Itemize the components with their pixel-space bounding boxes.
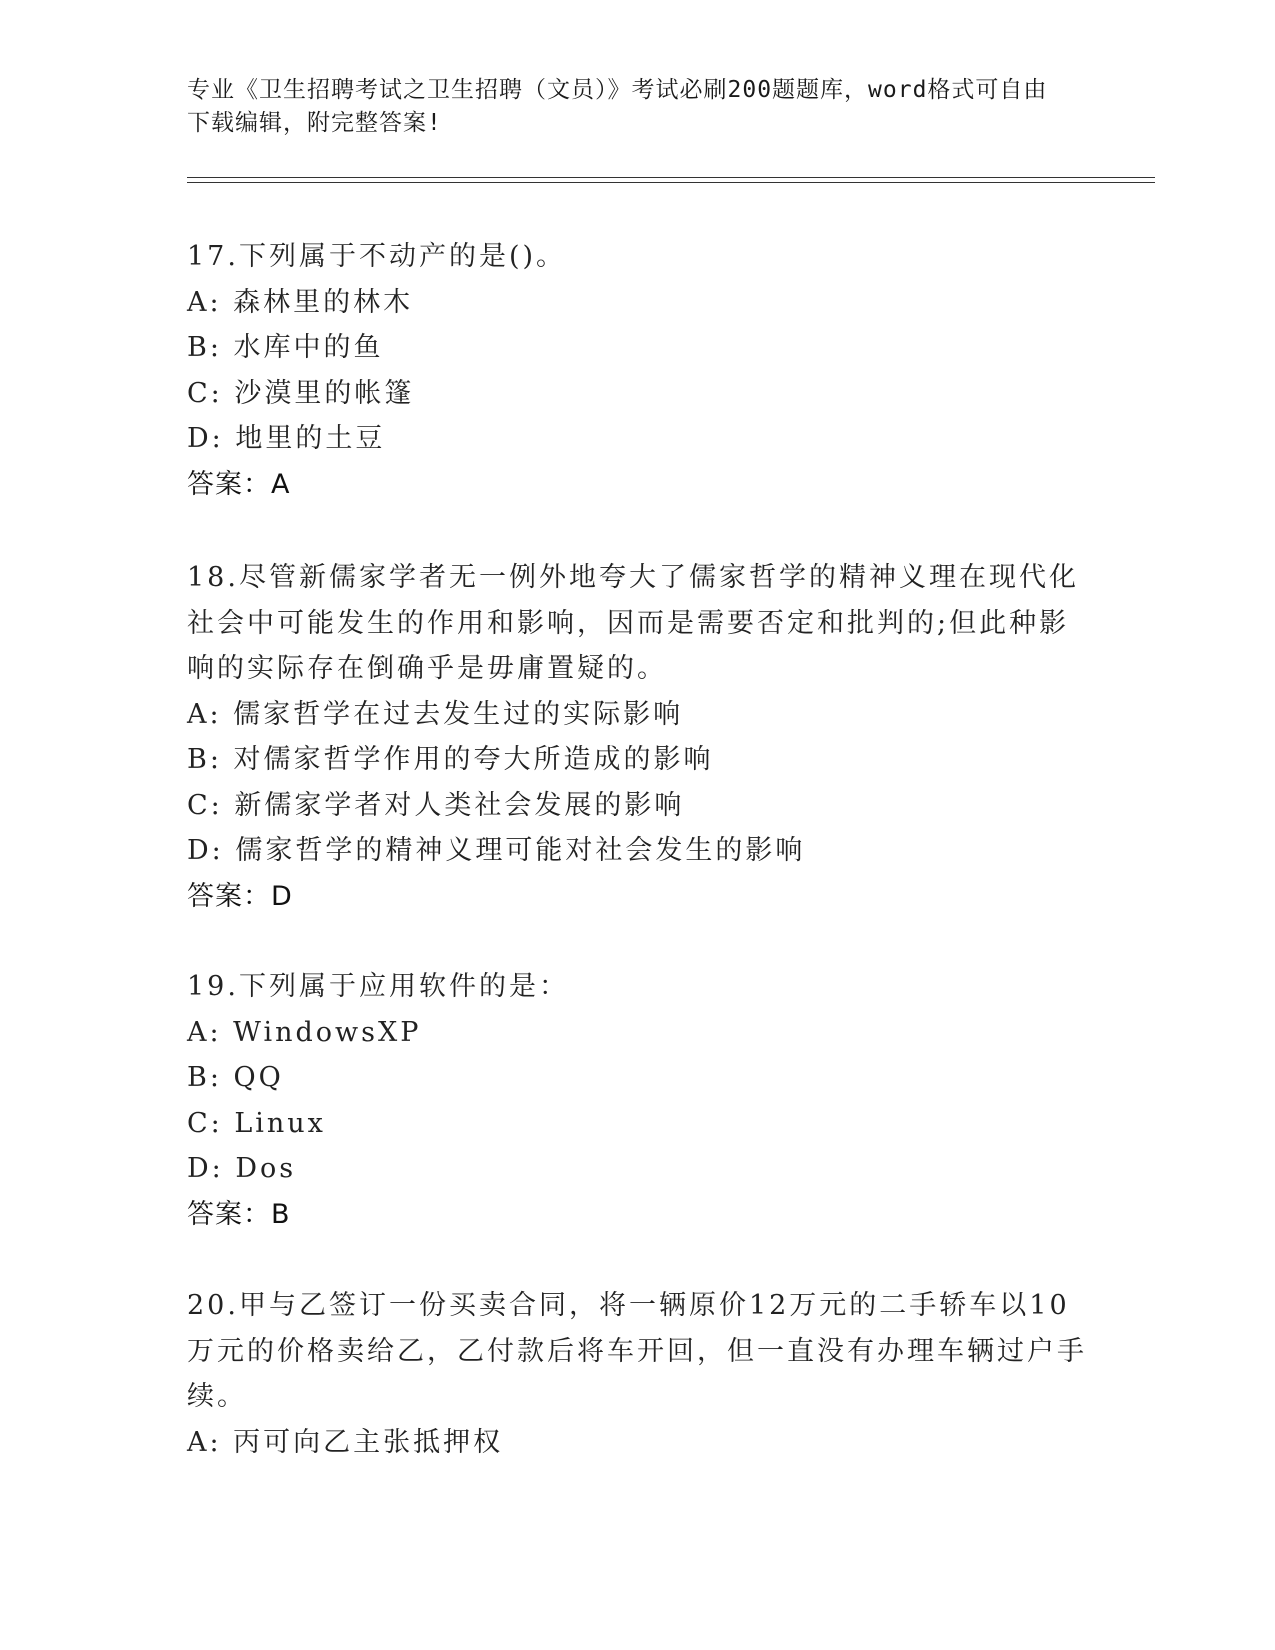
option-a: A: 丙可向乙主张抵押权 (187, 1426, 504, 1458)
question-19 (187, 964, 1087, 1237)
question-20 (187, 1283, 1087, 1465)
header-divider-top (187, 177, 1155, 178)
header-divider-bottom (187, 182, 1155, 183)
option-b: B: 水库中的鱼 (187, 332, 384, 363)
option-d: D: 儒家哲学的精神义理可能对社会发生的影响 (187, 835, 806, 866)
question-18 (187, 555, 1087, 919)
answer: 答案：A (187, 468, 291, 500)
question-stem: 18.尽管新儒家学者无一例外地夸大了儒家哲学的精神义理在现代化社会中可能发生的作用和影响，因而是需要否定和批判的;但此种影响的实际存在倒确乎是毋庸置疑的。 (187, 562, 1079, 684)
option-c: C: 沙漠里的帐篷 (187, 377, 415, 409)
answer: 答案：B (187, 1198, 291, 1230)
option-a: A: WindowsXP (187, 1016, 422, 1048)
header-intro: 专业《卫生招聘考试之卫生招聘（文员）》考试必刷200题题库，word格式可自由下载编辑，附完整答案! (187, 77, 1048, 136)
option-b: B: QQ (187, 1062, 284, 1093)
question-stem: 17.下列属于不动产的是()。 (187, 241, 567, 272)
question-17 (187, 234, 1087, 507)
option-c: C: 新儒家学者对人类社会发展的影响 (187, 789, 685, 821)
answer: 答案：D (187, 880, 293, 912)
option-a: A: 森林里的林木 (187, 286, 414, 318)
option-c: C: Linux (187, 1107, 326, 1139)
option-a: A: 儒家哲学在过去发生过的实际影响 (187, 698, 684, 730)
question-stem: 20.甲与乙签订一份买卖合同，将一辆原价12万元的二手轿车以10万元的价格卖给乙，乙付款后将车开回，但一直没有办理车辆过户手续。 (187, 1290, 1087, 1412)
option-d: D: Dos (187, 1153, 297, 1184)
option-d: D: 地里的土豆 (187, 423, 386, 454)
question-stem: 19.下列属于应用软件的是： (187, 971, 569, 1002)
option-b: B: 对儒家哲学作用的夸大所造成的影响 (187, 744, 714, 775)
